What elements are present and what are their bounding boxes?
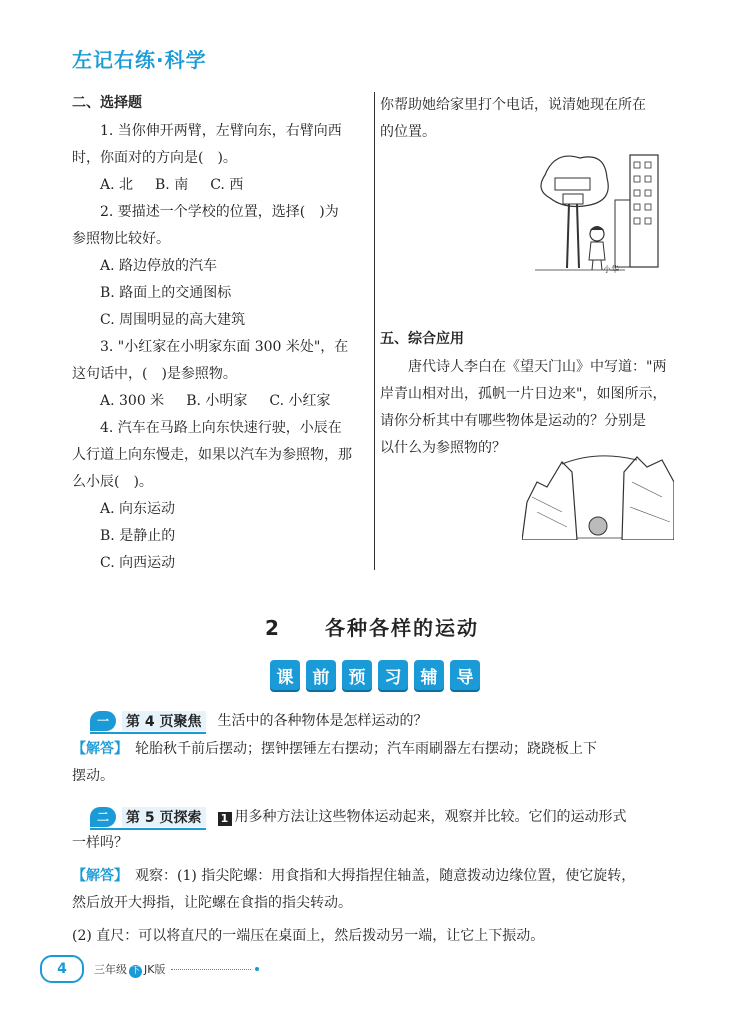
banner-char: 课	[270, 660, 300, 690]
section-title: 二、选择题	[72, 95, 142, 111]
q3-option-c: C. 小红家	[269, 393, 331, 409]
term-badge: 下	[130, 965, 140, 976]
focus1-question: 生活中的各种物体是怎样运动的？	[217, 713, 428, 729]
focus2-badge: 1	[218, 812, 232, 826]
q2-option-c: C. 周围明显的高大建筑	[100, 312, 246, 328]
tianmen-mountain-illustration	[522, 452, 674, 540]
q4-stem: 4. 汽车在马路上向东快速行驶，小辰在	[100, 420, 342, 436]
focus2-tag	[90, 806, 206, 830]
section5-title: 五、综合应用	[380, 331, 464, 347]
column-divider	[374, 92, 375, 570]
q4-stem-cont2: 么小辰( )。	[72, 474, 153, 490]
banner-char: 辅	[414, 660, 444, 690]
girl-label: 小华	[603, 265, 619, 274]
q1-option-a: A. 北	[100, 177, 134, 193]
q3-option-b: B. 小明家	[186, 393, 248, 409]
footer-rule	[171, 969, 251, 970]
q3-options	[72, 388, 372, 415]
focus2-header	[90, 804, 700, 831]
focus1-answer-text: 轮胎秋千前后摆动；摆钟摆锤左右摆动；汽车雨刷器左右摆动；跷跷板上下	[135, 741, 597, 757]
focus2-label: 第 5 页探索	[122, 807, 206, 827]
q1-stem: 1. 当你伸开两臂，左臂向东，右臂向西	[100, 123, 342, 139]
banner-char: 导	[450, 660, 480, 690]
banner-char: 预	[342, 660, 372, 690]
right-column	[380, 92, 678, 146]
focus2-answer-cont: 然后放开大拇指，让陀螺在食指的指尖转动。	[72, 895, 352, 911]
q4-option-a: A. 向东运动	[100, 501, 176, 517]
focus1-number: 一	[90, 711, 116, 731]
focus1-header	[90, 708, 690, 735]
city-girl-illustration	[535, 150, 665, 278]
q1-options	[72, 172, 372, 199]
q2-stem-cont: 参照物比较好。	[72, 231, 170, 247]
focus2-answer-label: 【解答】	[72, 868, 121, 884]
banner-char: 前	[306, 660, 336, 690]
focus1-answer	[72, 736, 678, 790]
q4-option-c: C. 向西运动	[100, 555, 176, 571]
q1-option-b: B. 南	[155, 177, 189, 193]
chapter-number: 2	[265, 616, 281, 640]
sec5-line4: 以什么为参照物的？	[380, 440, 506, 456]
continued-text: 你帮助她给家里打个电话，说清她现在所在	[380, 97, 646, 113]
brand-subject: 科学	[164, 48, 207, 72]
focus2-answer-ruler: (2) 直尺：可以将直尺的一端压在桌面上，然后拨动另一端，让它上下振动。	[72, 928, 545, 944]
q2-option-b: B. 路面上的交通图标	[100, 285, 232, 301]
grade-label	[94, 961, 165, 978]
brand-name: 左记右练	[72, 48, 156, 72]
brand-title	[72, 44, 207, 73]
chapter-name: 各种各样的运动	[324, 616, 479, 640]
sec5-line2: 岸青山相对出，孤帆一片日边来"，如图所示，	[380, 386, 667, 402]
q3-stem: 3. "小红家在小明家东面 300 米处"，在	[100, 339, 349, 355]
grade-text: 三年级	[94, 962, 127, 976]
section-application	[380, 328, 678, 462]
q4-stem-cont: 人行道上向东慢走，如果以汽车为参照物，那	[72, 447, 352, 463]
q2-option-a: A. 路边停放的汽车	[100, 258, 218, 274]
focus2-answer-text: 观察：(1) 指尖陀螺：用食指和大拇指捏住轴盖，随意拨动边缘位置，使它旋转，	[135, 868, 636, 884]
q1-option-c: C. 西	[210, 177, 244, 193]
continued-text-2: 的位置。	[380, 124, 436, 140]
page-footer	[40, 955, 259, 983]
q2-stem: 2. 要描述一个学校的位置，选择( )为	[100, 204, 339, 220]
focus1-answer-cont: 摆动。	[72, 768, 114, 784]
edition-text: JK版	[144, 962, 166, 976]
preview-banner	[270, 660, 480, 692]
banner-char: 习	[378, 660, 408, 690]
page-number: 4	[40, 955, 84, 983]
brand-separator: ·	[156, 48, 165, 72]
focus1-label: 第 4 页聚焦	[122, 711, 206, 731]
focus1-tag	[90, 710, 206, 734]
focus2-number: 二	[90, 807, 116, 827]
footer-dot	[255, 967, 259, 971]
q3-option-a: A. 300 米	[100, 393, 165, 409]
section-choice	[72, 92, 372, 577]
focus1-answer-label: 【解答】	[72, 741, 121, 757]
sec5-line1: 唐代诗人李白在《望天门山》中写道："两	[408, 359, 667, 375]
focus2-question: 用多种方法让这些物体运动起来，观察并比较。它们的运动形式	[234, 809, 627, 825]
q1-stem-cont: 时，你面对的方向是( )。	[72, 150, 237, 166]
sec5-line3: 请你分析其中有哪些物体是运动的？分别是	[380, 413, 646, 429]
q4-option-b: B. 是静止的	[100, 528, 176, 544]
focus2-question-cont: 一样吗？	[72, 835, 128, 851]
chapter-title	[0, 612, 744, 641]
focus2-body	[72, 830, 678, 950]
q3-stem-cont: 这句话中，( )是参照物。	[72, 366, 237, 382]
